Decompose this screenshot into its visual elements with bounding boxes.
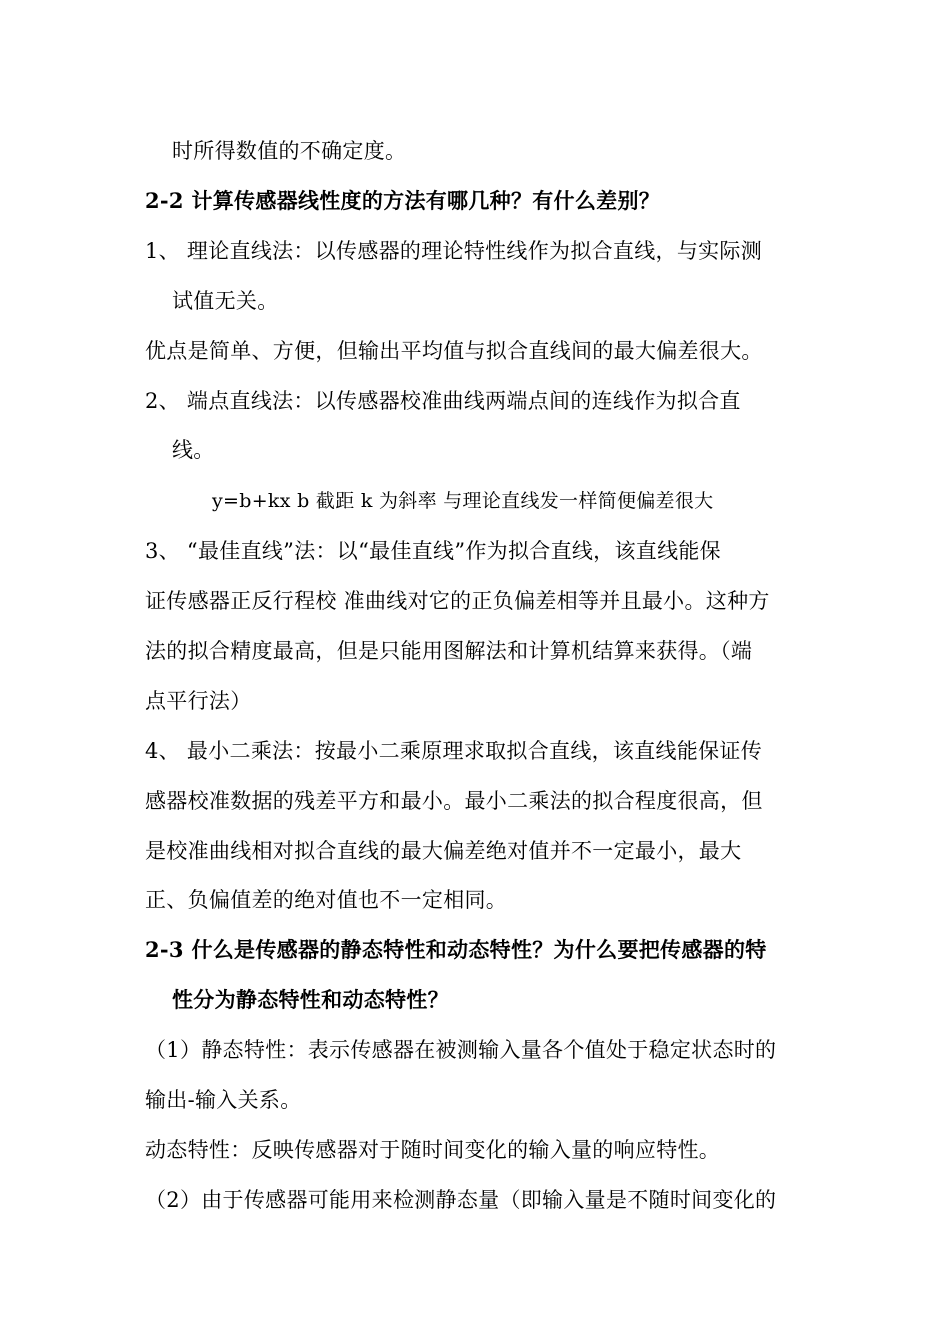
section-heading: 性分为静态特性和动态特性？ bbox=[172, 987, 449, 1012]
text-line: 时所得数值的不确定度。 bbox=[172, 139, 407, 163]
formula-line: y=b+kx b 截距 k 为斜率 与理论直线发一样简便偏差很大 bbox=[212, 490, 714, 512]
text-line: 是校准曲线相对拟合直线的最大偏差绝对值并不一定最小，最大 bbox=[145, 839, 742, 863]
text-line: 正、负偏值差的绝对值也不一定相同。 bbox=[145, 888, 508, 912]
text-line: 证传感器正反行程校 准曲线对它的正负偏差相等并且最小。这种方 bbox=[145, 589, 770, 613]
text-line: 法的拟合精度最高，但是只能用图解法和计算机结算来获得。（端 bbox=[145, 639, 753, 663]
section-heading: 2-2 计算传感器线性度的方法有哪几种？有什么差别？ bbox=[145, 188, 661, 213]
list-item: 2、 端点直线法：以传感器校准曲线两端点间的连线作为拟合直 bbox=[145, 389, 741, 413]
list-item: 1、 理论直线法：以传感器的理论特性线作为拟合直线，与实际测 bbox=[145, 239, 763, 263]
text-line: 优点是简单、方便，但输出平均值与拟合直线间的最大偏差很大。 bbox=[145, 339, 763, 363]
section-heading: 2-3 什么是传感器的静态特性和动态特性？为什么要把传感器的特 bbox=[145, 937, 767, 962]
list-item: 3、 “最佳直线”法：以“最佳直线”作为拟合直线，该直线能保 bbox=[145, 539, 721, 563]
text-line: 感器校准数据的残差平方和最小。最小二乘法的拟合程度很高，但 bbox=[145, 789, 763, 813]
text-line: 动态特性：反映传感器对于随时间变化的输入量的响应特性。 bbox=[145, 1138, 721, 1162]
text-line: 点平行法） bbox=[145, 689, 252, 713]
text-line: 线。 bbox=[172, 438, 215, 462]
list-item: 4、 最小二乘法：按最小二乘原理求取拟合直线，该直线能保证传 bbox=[145, 739, 763, 763]
text-line: 输出-输入关系。 bbox=[145, 1088, 302, 1112]
text-line: （2）由于传感器可能用来检测静态量（即输入量是不随时间变化的 bbox=[145, 1188, 777, 1212]
text-line: （1）静态特性：表示传感器在被测输入量各个值处于稳定状态时的 bbox=[145, 1038, 777, 1062]
text-line: 试值无关。 bbox=[172, 289, 279, 313]
